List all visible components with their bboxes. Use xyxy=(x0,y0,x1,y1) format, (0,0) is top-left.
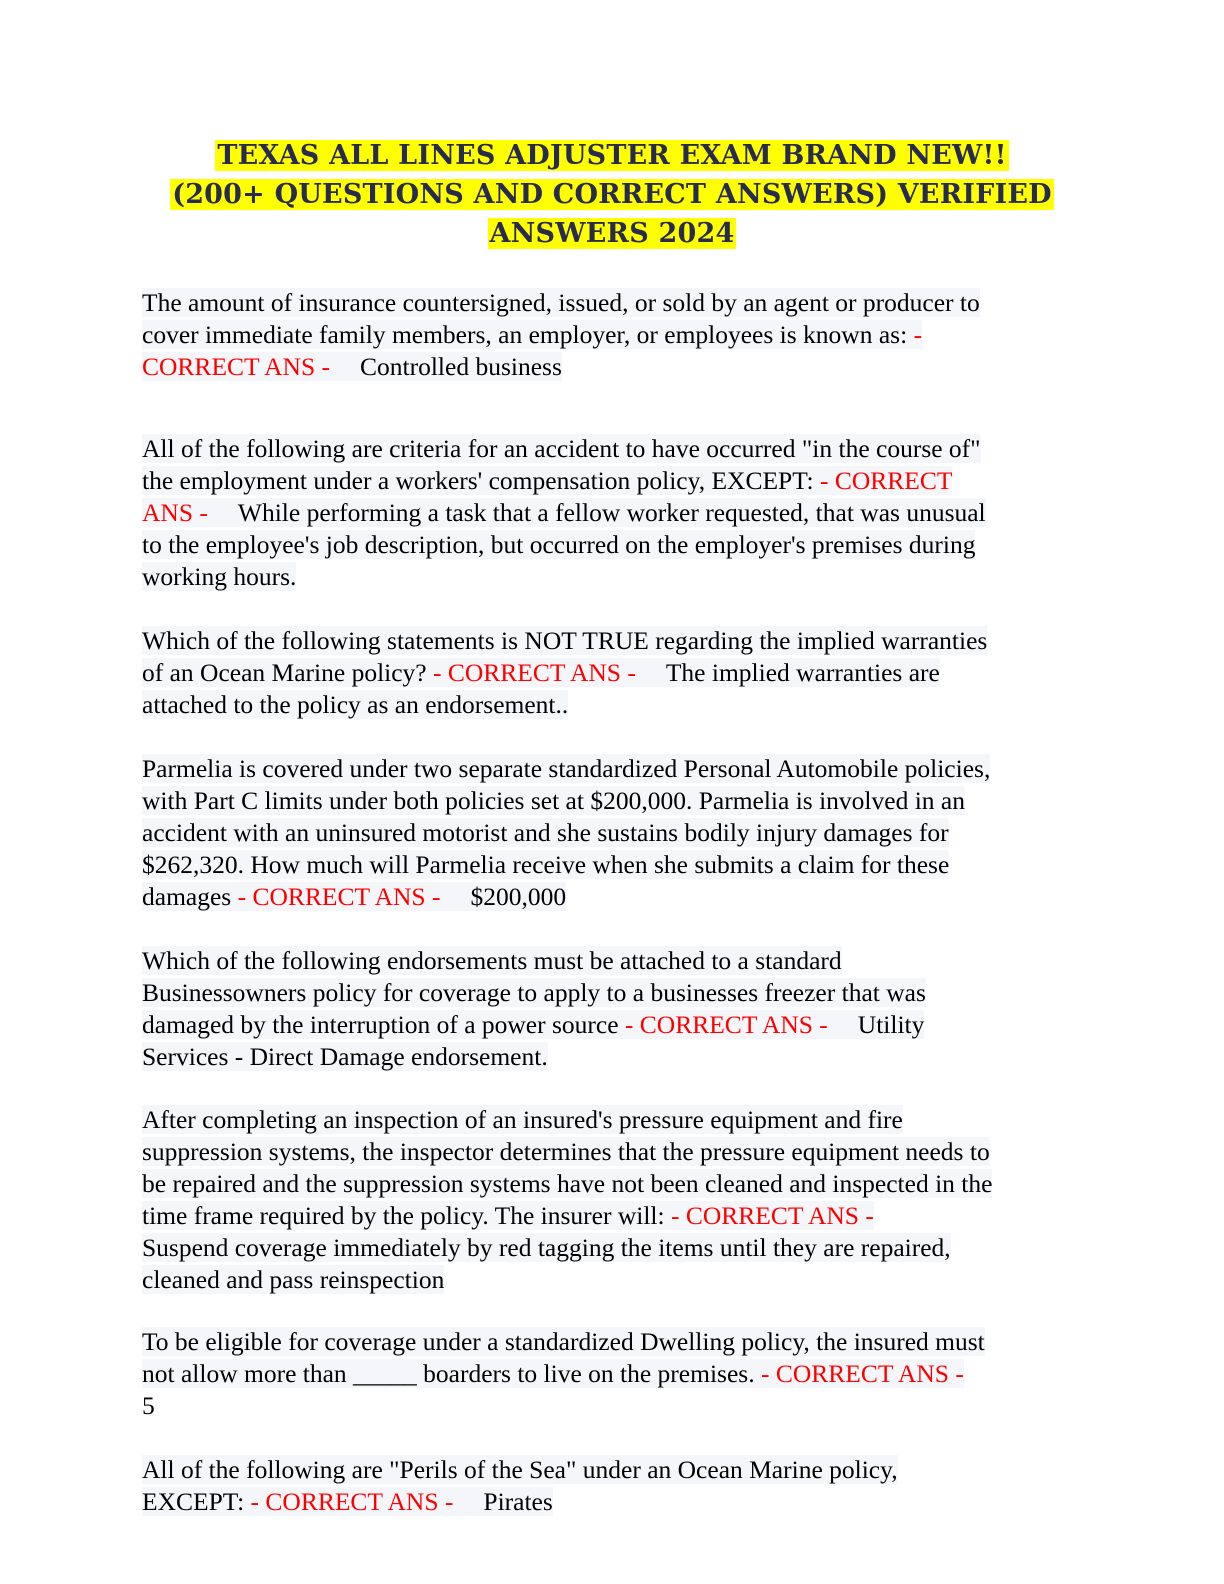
answer-text: While performing a task that a fellow worker requested, that was unusual xyxy=(237,498,986,527)
question-text: time frame required by the policy. The insurer will: xyxy=(142,1201,671,1230)
answer-text: Pirates xyxy=(483,1487,553,1516)
qa-item-4 xyxy=(142,753,1082,913)
answer-marker: - CORRECT ANS - xyxy=(433,658,636,687)
answer-text: Services - Direct Damage endorsement. xyxy=(142,1042,548,1071)
answer-marker: - CORRECT ANS - xyxy=(670,1201,874,1230)
answer-text: Controlled business xyxy=(360,352,562,381)
question-text: To be eligible for coverage under a standardized Dwelling policy, the insured must xyxy=(142,1327,985,1356)
answer-marker: CORRECT ANS - xyxy=(142,352,330,381)
answer-text: 5 xyxy=(142,1391,155,1420)
qa-item-1 xyxy=(142,287,1082,383)
answer-marker: - xyxy=(913,320,923,349)
question-text: accident with an uninsured motorist and she sustains bodily injury damages for xyxy=(142,818,949,847)
question-text: the employment under a workers' compensation policy, EXCEPT: xyxy=(142,466,820,495)
answer-text: working hours. xyxy=(142,562,297,591)
title-line-text: TEXAS ALL LINES ADJUSTER EXAM BRAND NEW!! xyxy=(217,140,1007,171)
answer-marker: - CORRECT ANS - xyxy=(760,1359,964,1388)
qa-item-7 xyxy=(142,1326,1082,1422)
question-text: The amount of insurance countersigned, issued, or sold by an agent or producer to xyxy=(142,288,980,317)
question-text: Which of the following statements is NOT TRUE regarding the implied warranties xyxy=(142,626,988,655)
question-text: suppression systems, the inspector determines that the pressure equipment needs to xyxy=(142,1137,990,1166)
question-text: After completing an inspection of an insured's pressure equipment and fire xyxy=(142,1105,903,1134)
answer-marker: - CORRECT ANS - xyxy=(237,882,441,911)
answer-marker: - CORRECT xyxy=(819,466,953,495)
title-line xyxy=(0,214,1224,253)
question-text: cover immediate family members, an employer, or employees is known as: xyxy=(142,320,914,349)
question-text: with Part C limits under both policies set at $200,000. Parmelia is involved in an xyxy=(142,786,965,815)
title-line xyxy=(0,175,1224,214)
question-text: damaged by the interruption of a power source xyxy=(142,1010,625,1039)
title-line-text: ANSWERS 2024 xyxy=(489,218,735,249)
question-text: be repaired and the suppression systems have not been cleaned and inspected in the xyxy=(142,1169,993,1198)
title-line xyxy=(0,136,1224,175)
answer-marker: ANS - xyxy=(142,498,208,527)
question-text: All of the following are "Perils of the Sea" under an Ocean Marine policy, xyxy=(142,1455,898,1484)
answer-text: Suspend coverage immediately by red tagging the items until they are repaired, xyxy=(142,1233,951,1262)
question-text: EXCEPT: xyxy=(142,1487,251,1516)
qa-item-6 xyxy=(142,1104,1082,1296)
question-text: All of the following are criteria for an accident to have occurred "in the course of" xyxy=(142,434,981,463)
answer-text: cleaned and pass reinspection xyxy=(142,1265,445,1294)
question-text: not allow more than _____ boarders to live on the premises. xyxy=(142,1359,761,1388)
question-text: damages xyxy=(142,882,238,911)
answer-text: $200,000 xyxy=(470,882,567,911)
question-text: of an Ocean Marine policy? xyxy=(142,658,433,687)
answer-text: The implied warranties are xyxy=(665,658,940,687)
answer-marker: - CORRECT ANS - xyxy=(250,1487,454,1516)
qa-item-8 xyxy=(142,1454,1082,1518)
answer-text: to the employee's job description, but occurred on the employer's premises during xyxy=(142,530,976,559)
question-text: Businessowners policy for coverage to apply to a businesses freezer that was xyxy=(142,978,926,1007)
question-text: Parmelia is covered under two separate standardized Personal Automobile policies, xyxy=(142,754,991,783)
answer-text: attached to the policy as an endorsement.. xyxy=(142,690,569,719)
document-title xyxy=(0,136,1224,253)
title-line-text: (200+ QUESTIONS AND CORRECT ANSWERS) VERIFIED xyxy=(172,179,1052,210)
qa-item-2 xyxy=(142,433,1082,593)
question-text: $262,320. How much will Parmelia receive when she submits a claim for these xyxy=(142,850,950,879)
question-text: Which of the following endorsements must be attached to a standard xyxy=(142,946,842,975)
qa-item-3 xyxy=(142,625,1082,721)
answer-marker: - CORRECT ANS - xyxy=(624,1010,828,1039)
answer-text: Utility xyxy=(857,1010,925,1039)
qa-item-5 xyxy=(142,945,1082,1073)
